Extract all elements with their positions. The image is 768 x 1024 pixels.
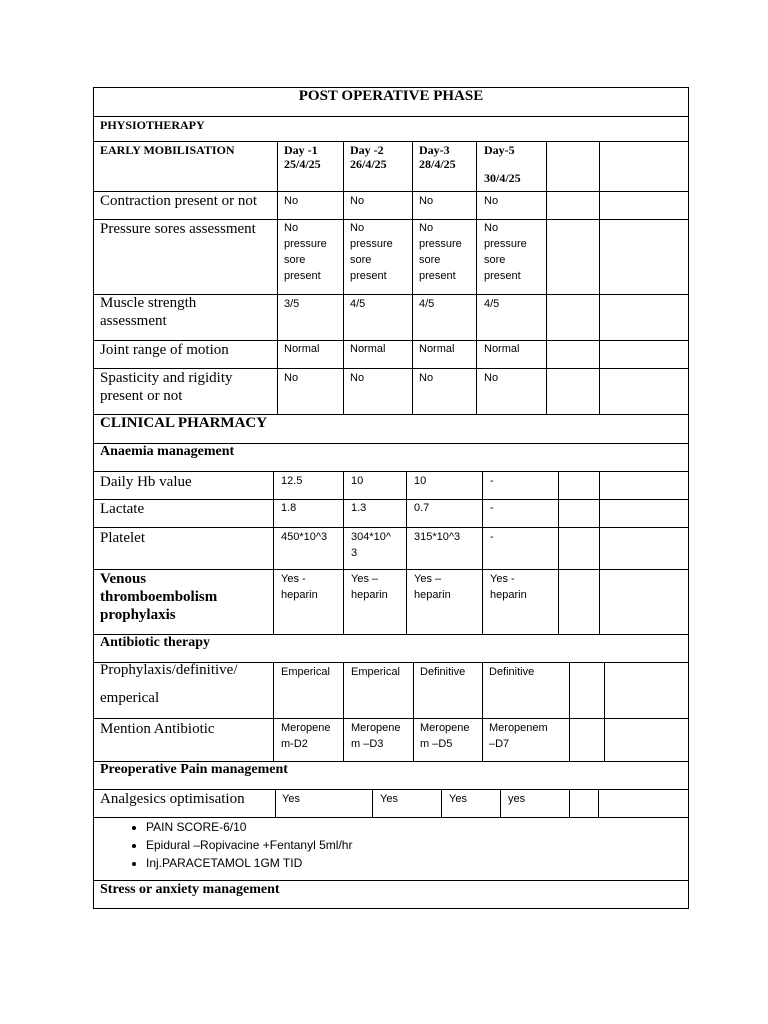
- row-divider: [93, 116, 689, 117]
- cell-value: -: [490, 475, 494, 487]
- cell-value: Emperical: [281, 666, 330, 678]
- col-divider: [441, 789, 442, 817]
- cell-value: 450*10^3: [281, 531, 328, 543]
- col-divider: [599, 471, 600, 634]
- cell-value: -: [490, 531, 494, 543]
- cell-value: 3/5: [284, 298, 300, 310]
- page-title: POST OPERATIVE PHASE: [298, 88, 484, 104]
- cell-value: Yes – heparin: [351, 573, 388, 601]
- cell-value: Yes - heparin: [490, 573, 527, 601]
- row-label: Analgesics optimisation: [100, 791, 245, 807]
- cell-value: 304*10^ 3: [351, 531, 392, 559]
- row-label: Muscle strength assessment: [100, 295, 197, 329]
- cell-value: 10: [414, 475, 427, 487]
- cell-value: Definitive: [489, 666, 535, 678]
- row-label: Prophylaxis/definitive/ emperical: [100, 662, 238, 706]
- cell-value: yes: [508, 793, 526, 805]
- col-divider: [604, 662, 605, 761]
- col-divider: [343, 662, 344, 761]
- col-divider: [413, 662, 414, 761]
- pain-notes-list: [100, 818, 352, 872]
- cell-value: Normal: [350, 343, 386, 355]
- row-divider: [93, 880, 689, 881]
- cell-value: Emperical: [351, 666, 400, 678]
- cell-value: No: [284, 195, 299, 207]
- col-divider: [273, 471, 274, 634]
- cell-value: Yes – heparin: [414, 573, 451, 601]
- cell-value: Normal: [284, 343, 320, 355]
- cell-value: 4/5: [350, 298, 366, 310]
- cell-value: 4/5: [484, 298, 500, 310]
- day-header: Day -2 26/4/25: [350, 143, 387, 171]
- list-item: • PAIN SCORE-6/10: [146, 818, 352, 836]
- stress-management-heading: Stress or anxiety management: [100, 882, 280, 897]
- cell-value: No pressure sore present: [284, 222, 327, 282]
- col-divider: [273, 662, 274, 761]
- anaemia-heading: Anaemia management: [100, 444, 235, 459]
- col-divider: [275, 789, 276, 817]
- row-label: Platelet: [100, 530, 145, 546]
- col-divider: [599, 141, 600, 414]
- row-label: Joint range of motion: [100, 342, 229, 358]
- col-divider: [482, 471, 483, 634]
- cell-value: Meropenem –D7: [489, 722, 548, 750]
- row-label: Mention Antibiotic: [100, 721, 215, 737]
- day-header: Day -1 25/4/25: [284, 143, 321, 171]
- row-label: Pressure sores assessment: [100, 221, 256, 237]
- row-divider: [93, 718, 689, 719]
- col-divider: [558, 471, 559, 634]
- cell-value: Yes - heparin: [281, 573, 318, 601]
- col-divider: [546, 141, 547, 414]
- cell-value: No: [484, 372, 499, 384]
- row-label: Spasticity and rigidity present or not: [100, 370, 233, 404]
- cell-value: No: [419, 195, 434, 207]
- row-label: Daily Hb value: [100, 474, 192, 490]
- physiotherapy-heading: PHYSIOTHERAPY: [100, 118, 205, 132]
- cell-value: 10: [351, 475, 364, 487]
- cell-value: 0.7: [414, 502, 430, 514]
- cell-value: No: [350, 195, 365, 207]
- col-divider: [277, 141, 278, 414]
- pain-management-heading: Preoperative Pain management: [100, 762, 288, 777]
- row-label: Lactate: [100, 501, 145, 517]
- cell-value: Yes: [380, 793, 398, 805]
- cell-value: No pressure sore present: [484, 222, 527, 282]
- cell-value: Normal: [419, 343, 455, 355]
- row-label: Contraction present or not: [100, 193, 258, 209]
- cell-value: 4/5: [419, 298, 435, 310]
- col-divider: [343, 141, 344, 414]
- col-divider: [482, 662, 483, 761]
- cell-value: No: [484, 195, 499, 207]
- cell-value: 315*10^3: [414, 531, 461, 543]
- cell-value: No: [284, 372, 299, 384]
- cell-value: Definitive: [420, 666, 466, 678]
- col-divider: [406, 471, 407, 634]
- early-mobilisation-heading: EARLY MOBILISATION: [100, 143, 235, 157]
- list-item: • Epidural –Ropivacine +Fentanyl 5ml/hr: [146, 836, 352, 854]
- cell-value: Meropene m-D2: [281, 722, 331, 750]
- cell-value: No: [419, 372, 434, 384]
- cell-value: Meropene m –D3: [351, 722, 401, 750]
- cell-value: Meropene m –D5: [420, 722, 470, 750]
- col-divider: [569, 789, 570, 817]
- col-divider: [598, 789, 599, 817]
- cell-value: Normal: [484, 343, 520, 355]
- cell-value: 1.8: [281, 502, 297, 514]
- col-divider: [412, 141, 413, 414]
- day-header: Day-3 28/4/25: [419, 143, 456, 171]
- clinical-pharmacy-heading: CLINICAL PHARMACY: [100, 415, 268, 431]
- col-divider: [476, 141, 477, 414]
- list-item: • Inj.PARACETAMOL 1GM TID: [146, 854, 352, 872]
- col-divider: [569, 662, 570, 761]
- cell-value: No: [350, 372, 365, 384]
- col-divider: [500, 789, 501, 817]
- cell-value: Yes: [282, 793, 300, 805]
- cell-value: No pressure sore present: [350, 222, 393, 282]
- cell-value: 12.5: [281, 475, 303, 487]
- col-divider: [343, 471, 344, 634]
- row-label: Venous thromboembolism prophylaxis: [100, 571, 218, 623]
- antibiotic-heading: Antibiotic therapy: [100, 635, 211, 650]
- cell-value: 1.3: [351, 502, 367, 514]
- cell-value: -: [490, 502, 494, 514]
- day-header: Day-5 30/4/25: [484, 143, 521, 185]
- cell-value: No pressure sore present: [419, 222, 462, 282]
- cell-value: Yes: [449, 793, 467, 805]
- col-divider: [372, 789, 373, 817]
